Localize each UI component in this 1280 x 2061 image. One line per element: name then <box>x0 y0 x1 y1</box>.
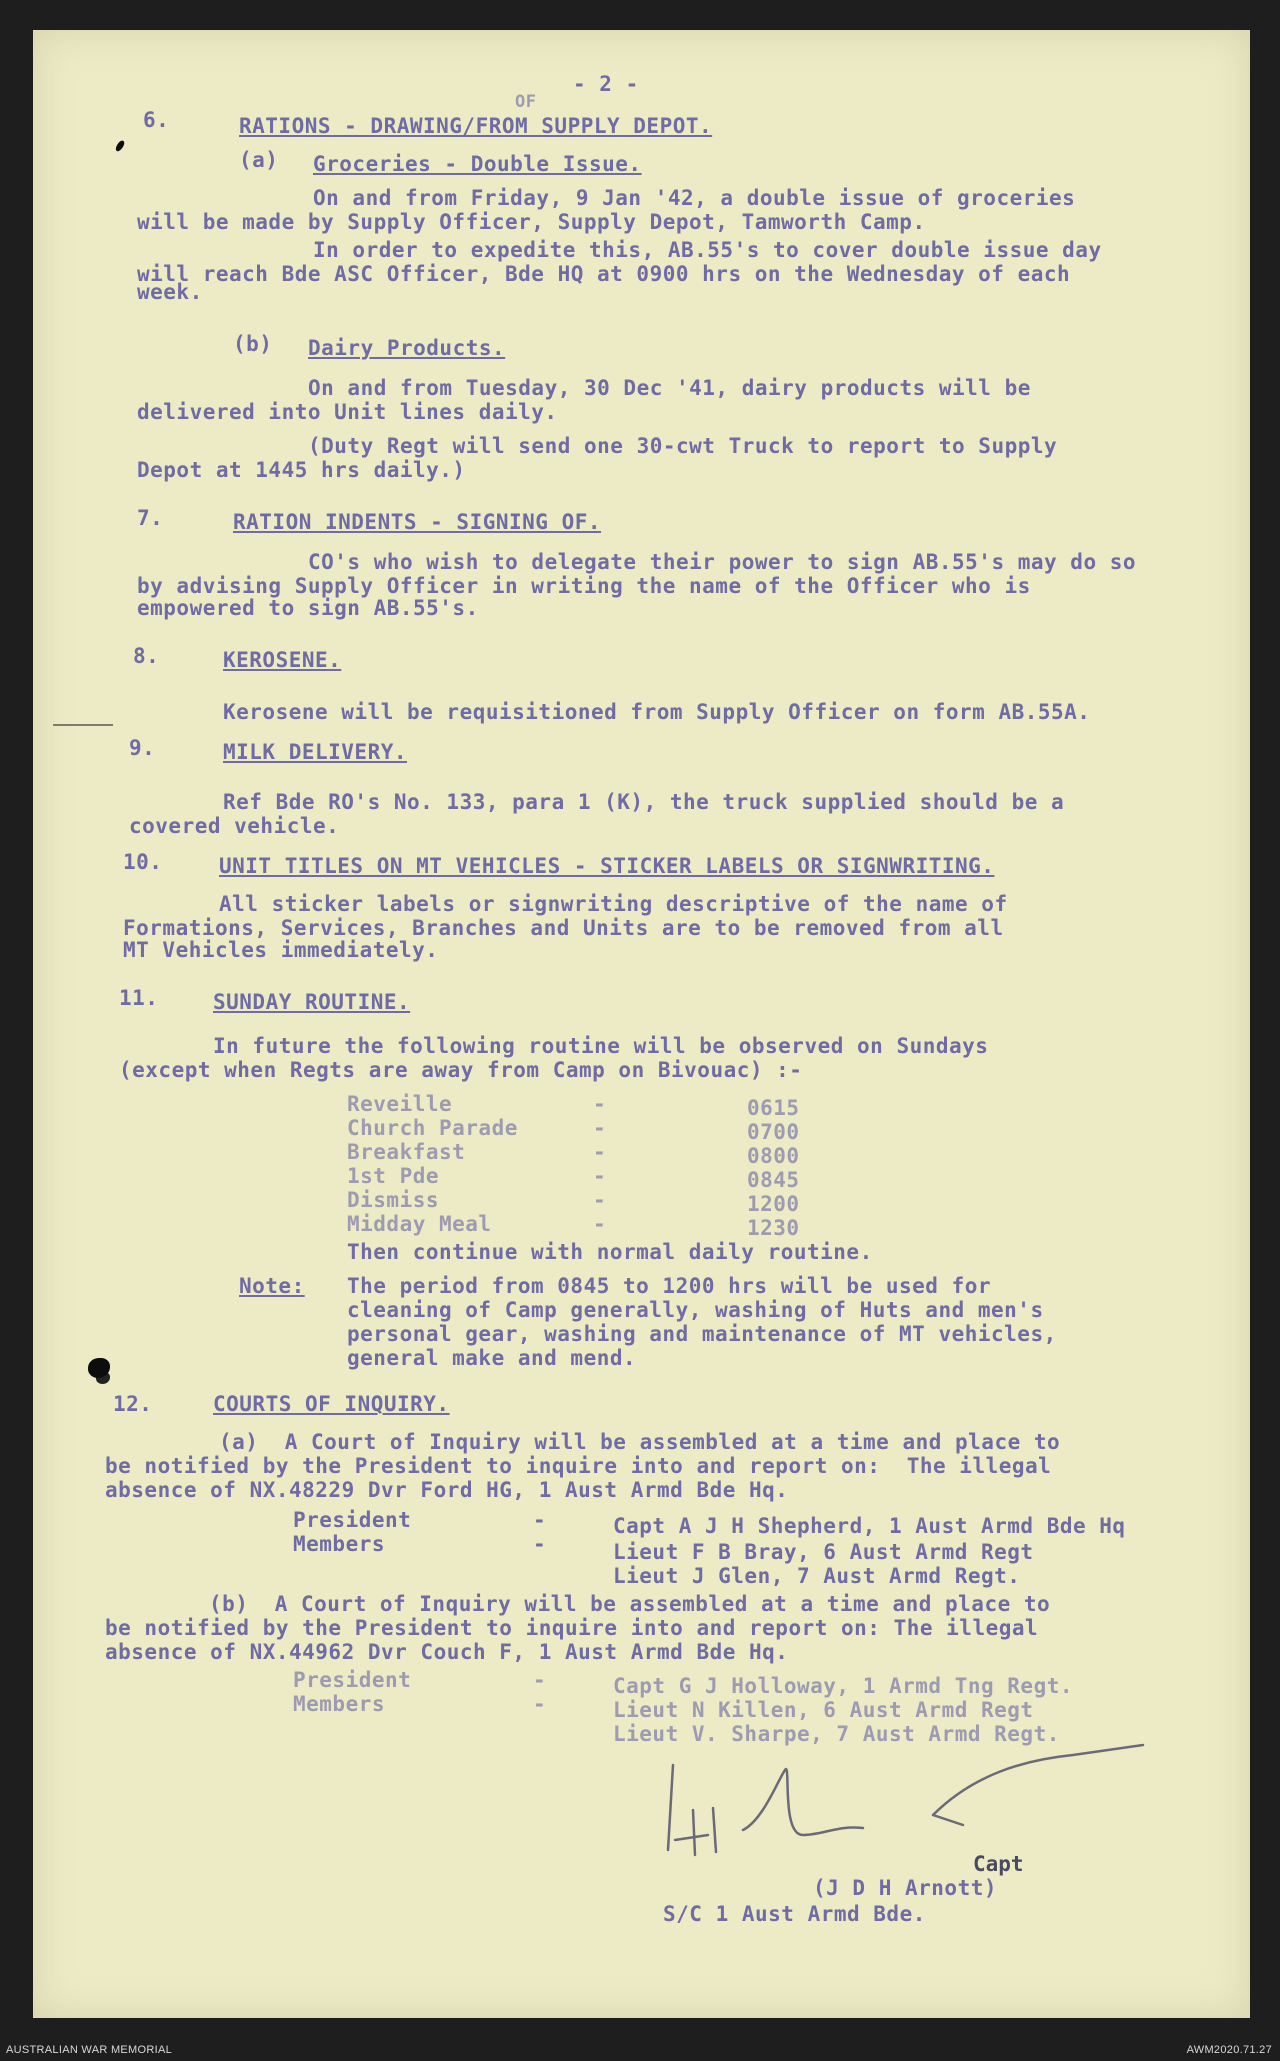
routine-item: Church Parade <box>347 1116 518 1140</box>
section-11-note-line: personal gear, washing and maintenance of MT vehicles, <box>347 1322 1057 1346</box>
section-6b-heading: Dairy Products. <box>308 336 506 360</box>
section-10-number: 10. <box>123 850 163 874</box>
dash: - <box>533 1692 547 1716</box>
routine-item: 1st Pde <box>347 1164 440 1188</box>
routine-item: Midday Meal <box>347 1212 492 1236</box>
member-name: Lieut J Glen, 7 Aust Armd Regt. <box>613 1564 1021 1588</box>
dash: - <box>533 1668 547 1692</box>
section-6-heading: RATIONS - DRAWING/FROM SUPPLY DEPOT. <box>239 114 713 138</box>
section-12a-line: (a) A Court of Inquiry will be assembled at a time and place to <box>219 1430 1061 1454</box>
section-9-line: Ref Bde RO's No. 133, para 1 (K), the truck supplied should be a <box>223 790 1065 814</box>
section-11-intro: (except when Regts are away from Camp on Bivouac) :- <box>119 1058 803 1082</box>
routine-dash: - <box>593 1140 607 1164</box>
dash: - <box>533 1508 547 1532</box>
routine-item: Reveille <box>347 1092 453 1116</box>
footer-right: AWM2020.71.27 <box>1186 2044 1272 2056</box>
section-8-line: Kerosene will be requisitioned from Supply Officer on form AB.55A. <box>223 700 1091 724</box>
signature-name: (J D H Arnott) <box>813 1876 998 1900</box>
section-6a-line: will be made by Supply Officer, Supply Depot, Tamworth Camp. <box>137 210 926 234</box>
section-6-number: 6. <box>143 108 170 132</box>
members-label: Members <box>293 1692 386 1716</box>
section-10-heading: UNIT TITLES ON MT VEHICLES - STICKER LABELS OR SIGNWRITING. <box>219 854 995 878</box>
section-12b-line: (b) A Court of Inquiry will be assembled at a time and place to <box>209 1592 1051 1616</box>
page-number: - 2 - <box>573 72 639 96</box>
ink-mark <box>114 139 125 152</box>
section-12-heading: COURTS OF INQUIRY. <box>213 1392 450 1416</box>
president-label: President <box>293 1668 412 1692</box>
routine-time: 0700 <box>747 1120 800 1144</box>
pencil-mark <box>53 724 113 726</box>
members-label: Members <box>293 1532 386 1556</box>
routine-item: Dismiss <box>347 1188 440 1212</box>
section-9-heading: MILK DELIVERY. <box>223 740 408 764</box>
section-12b-line: absence of NX.44962 Dvr Couch F, 1 Aust Armd Bde Hq. <box>105 1640 789 1664</box>
section-11-number: 11. <box>119 986 159 1010</box>
section-6-insert: OF <box>515 92 537 112</box>
section-7-line: by advising Supply Officer in writing the name of the Officer who is <box>137 574 1031 598</box>
section-11-note-line: general make and mend. <box>347 1346 637 1370</box>
section-11-intro: In future the following routine will be observed on Sundays <box>213 1034 989 1058</box>
section-6a-line: week. <box>137 280 203 304</box>
routine-dash: - <box>593 1188 607 1212</box>
section-6b-line: delivered into Unit lines daily. <box>137 400 558 424</box>
section-9-number: 9. <box>129 736 156 760</box>
dash: - <box>533 1532 547 1556</box>
section-6a-line: will reach Bde ASC Officer, Bde HQ at 0900 hrs on the Wednesday of each <box>137 262 1071 286</box>
routine-time: 1230 <box>747 1216 800 1240</box>
section-7-number: 7. <box>137 506 164 530</box>
section-6b-line: On and from Tuesday, 30 Dec '41, dairy products will be <box>308 376 1031 400</box>
member-name: Lieut N Killen, 6 Aust Armd Regt <box>613 1698 1034 1722</box>
routine-time: 0615 <box>747 1096 800 1120</box>
section-11-note-line: The period from 0845 to 1200 hrs will be used for <box>347 1274 992 1298</box>
section-6a-heading: Groceries - Double Issue. <box>313 152 642 176</box>
section-10-line: All sticker labels or signwriting descriptive of the name of <box>219 892 1008 916</box>
president-name: Capt A J H Shepherd, 1 Aust Armd Bde Hq <box>613 1514 1126 1538</box>
section-12a-line: absence of NX.48229 Dvr Ford HG, 1 Aust Armd Bde Hq. <box>105 1478 789 1502</box>
routine-dash: - <box>593 1164 607 1188</box>
ink-blot <box>96 1372 110 1384</box>
document-page <box>33 30 1250 2018</box>
routine-time: 0845 <box>747 1168 800 1192</box>
president-name: Capt G J Holloway, 1 Armd Tng Regt. <box>613 1674 1074 1698</box>
section-11-heading: SUNDAY ROUTINE. <box>213 990 411 1014</box>
section-12-number: 12. <box>113 1392 153 1416</box>
section-10-line: Formations, Services, Branches and Units are to be removed from all <box>123 916 1004 940</box>
section-11-note-label: Note: <box>239 1274 305 1298</box>
section-11-after: Then continue with normal daily routine. <box>347 1240 873 1264</box>
section-6b-label: (b) <box>233 332 273 356</box>
section-7-heading: RATION INDENTS - SIGNING OF. <box>233 510 602 534</box>
section-8-number: 8. <box>133 644 160 668</box>
signature-title: S/C 1 Aust Armd Bde. <box>663 1902 926 1926</box>
section-6a-label: (a) <box>239 148 279 172</box>
section-7-line: empowered to sign AB.55's. <box>137 596 479 620</box>
president-label: President <box>293 1508 412 1532</box>
routine-dash: - <box>593 1212 607 1236</box>
section-6b-line: Depot at 1445 hrs daily.) <box>137 458 466 482</box>
section-12b-line: be notified by the President to inquire into and report on: The illegal <box>105 1616 1039 1640</box>
section-12a-line: be notified by the President to inquire into and report on: The illegal <box>105 1454 1052 1478</box>
footer-left: AUSTRALIAN WAR MEMORIAL <box>6 2044 173 2056</box>
member-name: Lieut V. Sharpe, 7 Aust Armd Regt. <box>613 1722 1060 1746</box>
routine-dash: - <box>593 1092 607 1116</box>
routine-time: 0800 <box>747 1144 800 1168</box>
section-10-line: MT Vehicles immediately. <box>123 938 439 962</box>
member-name: Lieut F B Bray, 6 Aust Armd Regt <box>613 1540 1034 1564</box>
section-7-line: CO's who wish to delegate their power to sign AB.55's may do so <box>308 550 1137 574</box>
routine-dash: - <box>593 1116 607 1140</box>
routine-item: Breakfast <box>347 1140 466 1164</box>
section-6a-line: On and from Friday, 9 Jan '42, a double issue of groceries <box>313 186 1076 210</box>
routine-time: 1200 <box>747 1192 800 1216</box>
handwritten-signature <box>613 1740 1173 1880</box>
signature-rank: Capt <box>973 1852 1024 1876</box>
section-6b-line: (Duty Regt will send one 30-cwt Truck to report to Supply <box>308 434 1058 458</box>
section-11-note-line: cleaning of Camp generally, washing of Huts and men's <box>347 1298 1044 1322</box>
section-9-line: covered vehicle. <box>129 814 340 838</box>
section-8-heading: KEROSENE. <box>223 648 342 672</box>
section-6a-line: In order to expedite this, AB.55's to cover double issue day <box>313 238 1102 262</box>
